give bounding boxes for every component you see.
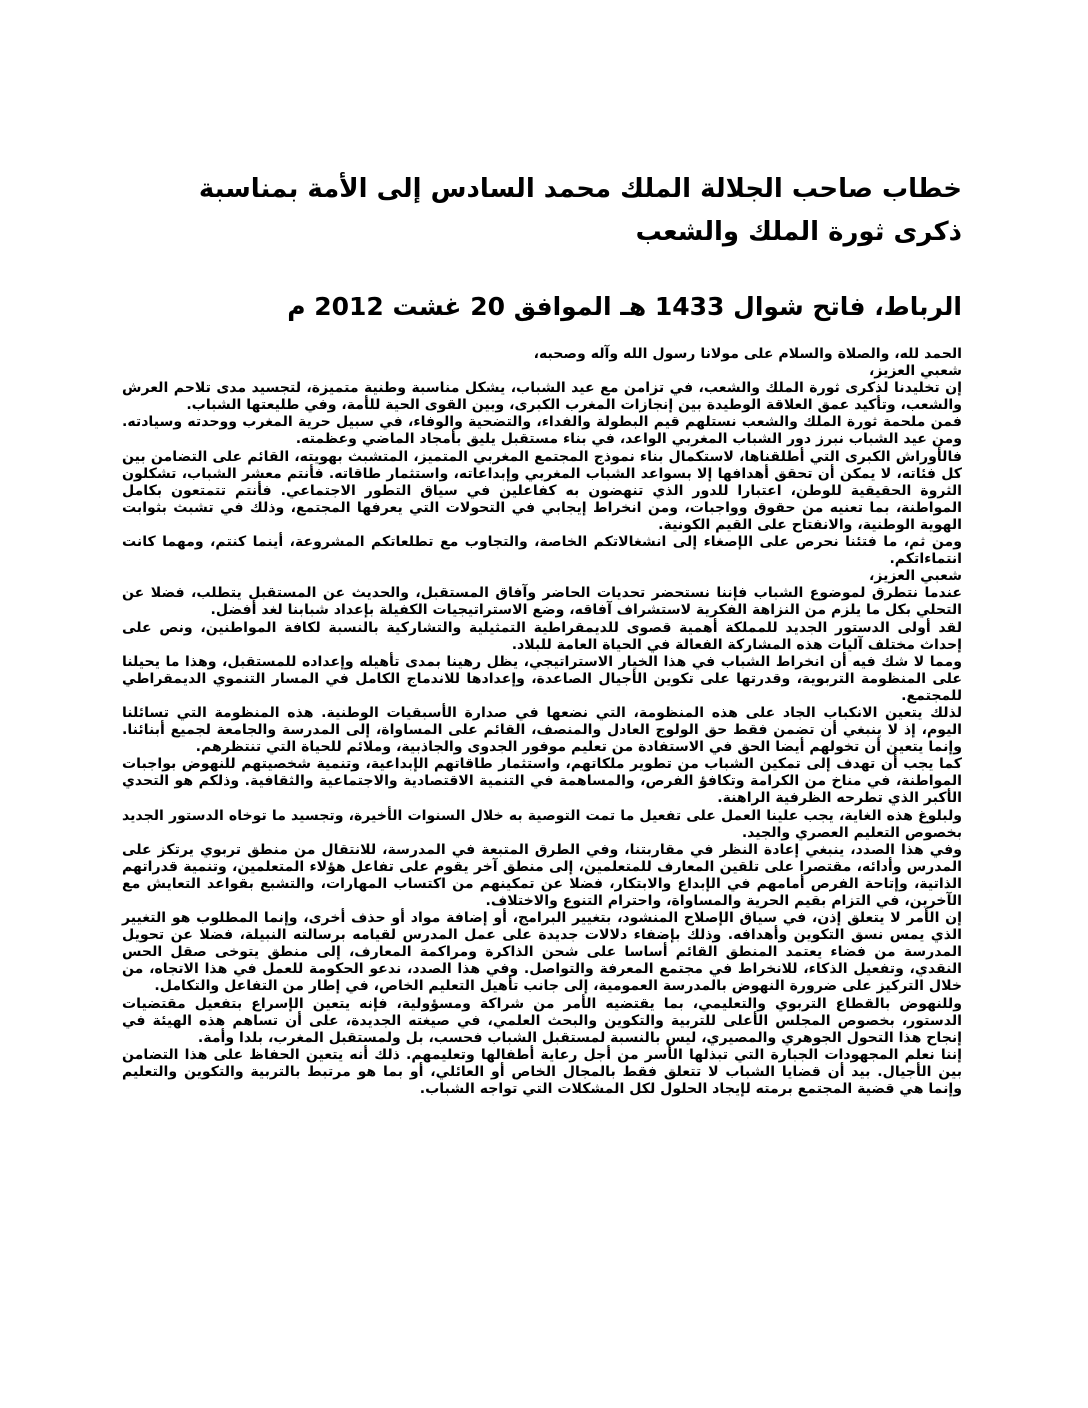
paragraph: إن تخليدنا لذكرى ثورة الملك والشعب، في تزامن مع عيد الشباب، يشكل مناسبة وطنية متميزة، لتجسيد مدى تلاحم العرش والشعب، وتأكيد عمق العلاقة الوطيدة بين إنجازات المغرب الكبرى، وبين القوى الحية للأمة، وفي طليعتها الشباب. <box>122 380 962 414</box>
speech-title: خطاب صاحب الجلالة الملك محمد السادس إلى الأمة بمناسبة ذكرى ثورة الملك والشعب <box>198 174 962 247</box>
paragraph: الحمد لله، والصلاة والسلام على مولانا رسول الله وآله وصحبه، <box>533 346 962 362</box>
paragraph: إن الأمر لا يتعلق إذن، في سياق الإصلاح المنشود، بتغيير البرامج، أو إضافة مواد أو حذف أخرى، وإنما المطلوب هو التغيير الذي يمس نسق التكوين وأهدافه. وذلك بإضفاء دلالات جديدة على عمل المدرس لقيامه برسالته النبيلة، فضلا عن تحويل المدرسة من فضاء يعتمد المنطق القائم أساسا على شحن الذاكرة ومراكمة المعارف، إلى منطق يتوخى صقل الحس النقدي، وتفعيل الذكاء، للانخراط في مجتمع المعرفة والتواصل. وفي هذا الصدد، ندعو الحكومة للعمل في هذا الاتجاه، من خلال التركيز على ضرورة النهوض بالمدرسة العمومية، إلى جانب تأهيل التعليم الخاص، في إطار من التفاعل والتكامل. <box>122 910 962 995</box>
paragraph: ومما لا شك فيه أن انخراط الشباب في هذا الخيار الاستراتيجي، يظل رهينا بمدى تأهيله وإعداده للمستقبل، وهذا ما يحيلنا على المنظومة التربوية، وقدرتها على تكوين الأجيال الصاعدة، وإعدادها للاندماج الكامل في المسار التنموي الديمقراطي للمجتمع. <box>122 653 962 704</box>
document-page <box>122 168 962 1098</box>
paragraph: شعبي العزيز، <box>869 568 962 585</box>
paragraph: لذلك يتعين الانكباب الجاد على هذه المنظومة، التي نضعها في صدارة الأسبقيات الوطنية. هذه المنظومة التي تسائلنا اليوم، إذ لا ينبغي أن تضمن فقط حق الولوج العادل والمنصف، القائم على المساواة، إلى المدرسة والجامعة لجميع أبنائنا. وإنما يتعين أن تخولهم أيضا الحق في الاستفادة من تعليم موفور الجدوى والجاذبية، وملائم للحياة التي تنتظرهم. <box>122 704 962 756</box>
paragraph: فمن ملحمة ثورة الملك والشعب نستلهم قيم البطولة والفداء، والتضحية والوفاء، في سبيل حرية المغرب ووحدته وسيادته. ومن عيد الشباب نبرز دور الشباب المغربي الواعد، في بناء مستقبل يليق بأمجاد الماضي وعظمته. <box>122 414 962 448</box>
paragraph: وفي هذا الصدد، ينبغي إعادة النظر في مقاربتنا، وفي الطرق المتبعة في المدرسة، للانتقال من منطق تربوي يرتكز على المدرس وأدائه، مقتصرا على تلقين المعارف للمتعلمين، إلى منطق آخر يقوم على تفاعل هؤلاء المتعلمين، وتنمية قدراتهم الذاتية، وإتاحة الفرص أمامهم في الإبداع والابتكار، فضلا عن تمكينهم من اكتساب المهارات، والتشبع بقواعد التعايش مع الآخرين، في التزام بقيم الحرية والمساواة، واحترام التنوع والاختلاف. <box>122 841 962 909</box>
paragraph: ولبلوغ هذه الغاية، يجب علينا العمل على تفعيل ما تمت التوصية به خلال السنوات الأخيرة، وتجسيد ما توخاه الدستور الجديد بخصوص التعليم العصري والجيد. <box>122 807 962 841</box>
paragraph: لقد أولى الدستور الجديد للمملكة أهمية قصوى للديمقراطية التمثيلية والتشاركية بالنسبة لكافة المواطنين، ونص على إحداث مختلف آليات هذه المشاركة الفعالة في الحياة العامة للبلاد. <box>122 619 962 653</box>
paragraph: عندما نتطرق لموضوع الشباب فإننا نستحضر تحديات الحاضر وآفاق المستقبل، والحديث عن المستقبل يتطلب، فضلا عن التحلي بكل ما يلزم من النزاهة الفكرية لاستشراف آفاقه، وضع الاستراتيجيات الكفيلة بإعداد شبابنا لغد أفضل. <box>122 585 962 619</box>
speech-body <box>122 346 962 1098</box>
paragraph: وللنهوض بالقطاع التربوي والتعليمي، بما يقتضيه الأمر من شراكة ومسؤولية، فإنه يتعين الإسراع بتفعيل مقتضيات الدستور، بخصوص المجلس الأعلى للتربية والتكوين والبحث العلمي، في صيغته الجديدة، على أن تساهم هذه الهيئة في إنجاح هذا التحول الجوهري والمصيري، ليس بالنسبة لمستقبل الشباب فحسب، بل ولمستقبل المغرب، بلدا وأمة. <box>122 995 962 1046</box>
paragraph: ومن ثم، ما فتئنا نحرص على الإصغاء إلى انشغالاتكم الخاصة، والتجاوب مع تطلعاتكم المشروعة، أينما كنتم، ومهما كانت انتماءاتكم. <box>122 534 962 568</box>
paragraph: شعبي العزيز، <box>869 363 962 380</box>
paragraph: كما يجب أن تهدف إلى تمكين الشباب من تطوير ملكاتهم، واستثمار طاقاتهم الإبداعية، وتنمية شخصيتهم للنهوض بواجبات المواطنة، في مناخ من الكرامة وتكافؤ الفرص، والمساهمة في التنمية الاقتصادية والاجتماعية والثقافية. وذلكم هو التحدي الأكبر الذي تطرحه الظرفية الراهنة. <box>122 756 962 807</box>
paragraph: إننا نعلم المجهودات الجبارة التي تبذلها الأسر من أجل رعاية أطفالها وتعليمهم. ذلك أنه يتعين الحفاظ على هذا التضامن بين الأجيال. بيد أن قضايا الشباب لا تتعلق فقط بالمجال الخاص أو العائلي، أو بما هو مرتبط بالتربية والتكوين والتعليم وإنما هي قضية المجتمع برمته لإيجاد الحلول لكل المشكلات التي تواجه الشباب. <box>122 1046 962 1098</box>
paragraph: فالأوراش الكبرى التي أطلقناها، لاستكمال بناء نموذج المجتمع المغربي المتميز، المتشبث بهويته، القائم على التضامن بين كل فئاته، لا يمكن أن تحقق أهدافها إلا بسواعد الشباب المغربي وإبداعاته، واستثمار طاقاته. فأنتم معشر الشباب، تشكلون الثروة الحقيقية للوطن، اعتبارا للدور الذي تنهضون به كفاعلين في سياق التطور الاجتماعي. فأنتم تتمتعون بكامل المواطنة، بما تعنيه من حقوق وواجبات، ومن انخراط إيجابي في التحولات التي يعرفها المجتمع، وذلك في تشبث بثوابت الهوية الوطنية، والانفتاح على القيم الكونية. <box>122 448 962 533</box>
date-line: الرباط، فاتح شوال 1433 هـ الموافق 20 غشت 2012 م <box>287 292 962 321</box>
